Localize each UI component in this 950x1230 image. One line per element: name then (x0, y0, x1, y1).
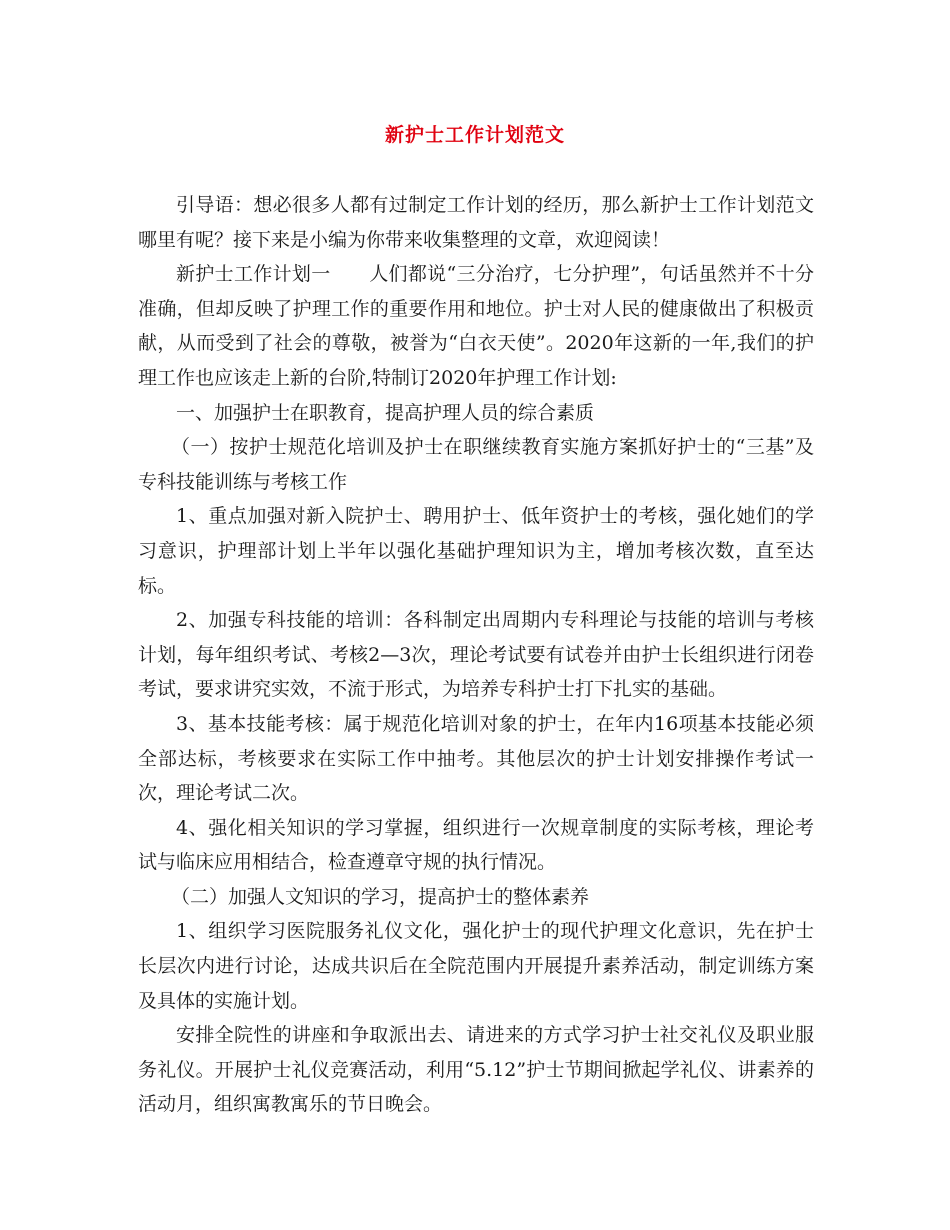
document-body (138, 188, 814, 1122)
list-item-1: 1、重点加强对新入院护士、聘用护士、低年资护士的考核，强化她们的学习意识，护理部计划上半年以强化基础护理知识为主，增加考核次数，直至达标。 (138, 505, 814, 597)
section-heading-1: 一、加强护士在职教育，提高护理人员的综合素质 (176, 401, 595, 424)
list-item-2: 2、加强专科技能的培训：各科制定出周期内专科理论与技能的培训与考核计划，每年组织考试、考核2—3次，理论考试要有试卷并由护士长组织进行闭卷考试，要求讲究实效，不流于形式，为培养专科护士打下扎实的基础。 (138, 609, 814, 701)
list-item-3: 3、基本技能考核：属于规范化培训对象的护士，在年内16项基本技能必须全部达标，考核要求在实际工作中抽考。其他层次的护士计划安排操作考试一次，理论考试二次。 (138, 712, 814, 805)
intro-paragraph: 引导语：想必很多人都有过制定工作计划的经历，那么新护士工作计划范文哪里有呢？接下来是小编为你带来收集整理的文章，欢迎阅读！ (138, 194, 814, 251)
subsection-heading-2: （二）加强人文知识的学习，提高护士的整体素养 (171, 885, 590, 908)
subsection-heading-1: （一）按护士规范化培训及护士在职继续教育实施方案抓好护士的“三基”及专科技能训练与考核工作 (138, 436, 814, 493)
list-item-4: 4、强化相关知识的学习掌握，组织进行一次规章制度的实际考核，理论考试与临床应用相结合，检查遵章守规的执行情况。 (138, 816, 814, 874)
list-item-5: 1、组织学习医院服务礼仪文化，强化护士的现代护理文化意识，先在护士长层次内进行讨论，达成共识后在全院范围内开展提升素养活动，制定训练方案及具体的实施计划。 (138, 920, 814, 1012)
body-paragraph: 安排全院性的讲座和争取派出去、请进来的方式学习护士社交礼仪及职业服务礼仪。开展护士礼仪竞赛活动，利用“5.12”护士节期间掀起学礼仪、讲素养的活动月，组织寓教寓乐的节日晚会。 (138, 1024, 814, 1116)
document-title: 新护士工作计划范文 (384, 124, 565, 146)
plan-one-paragraph: 新护士工作计划一 人们都说“三分治疗，七分护理”，句话虽然并不十分准确，但却反映了护理工作的重要作用和地位。护士对人民的健康做出了积极贡献，从而受到了社会的尊敬，被誉为“白衣天使”。2020年这新的一年,我们的护理工作也应该走上新的台阶,特制订2020年护理工作计划: (138, 263, 814, 389)
